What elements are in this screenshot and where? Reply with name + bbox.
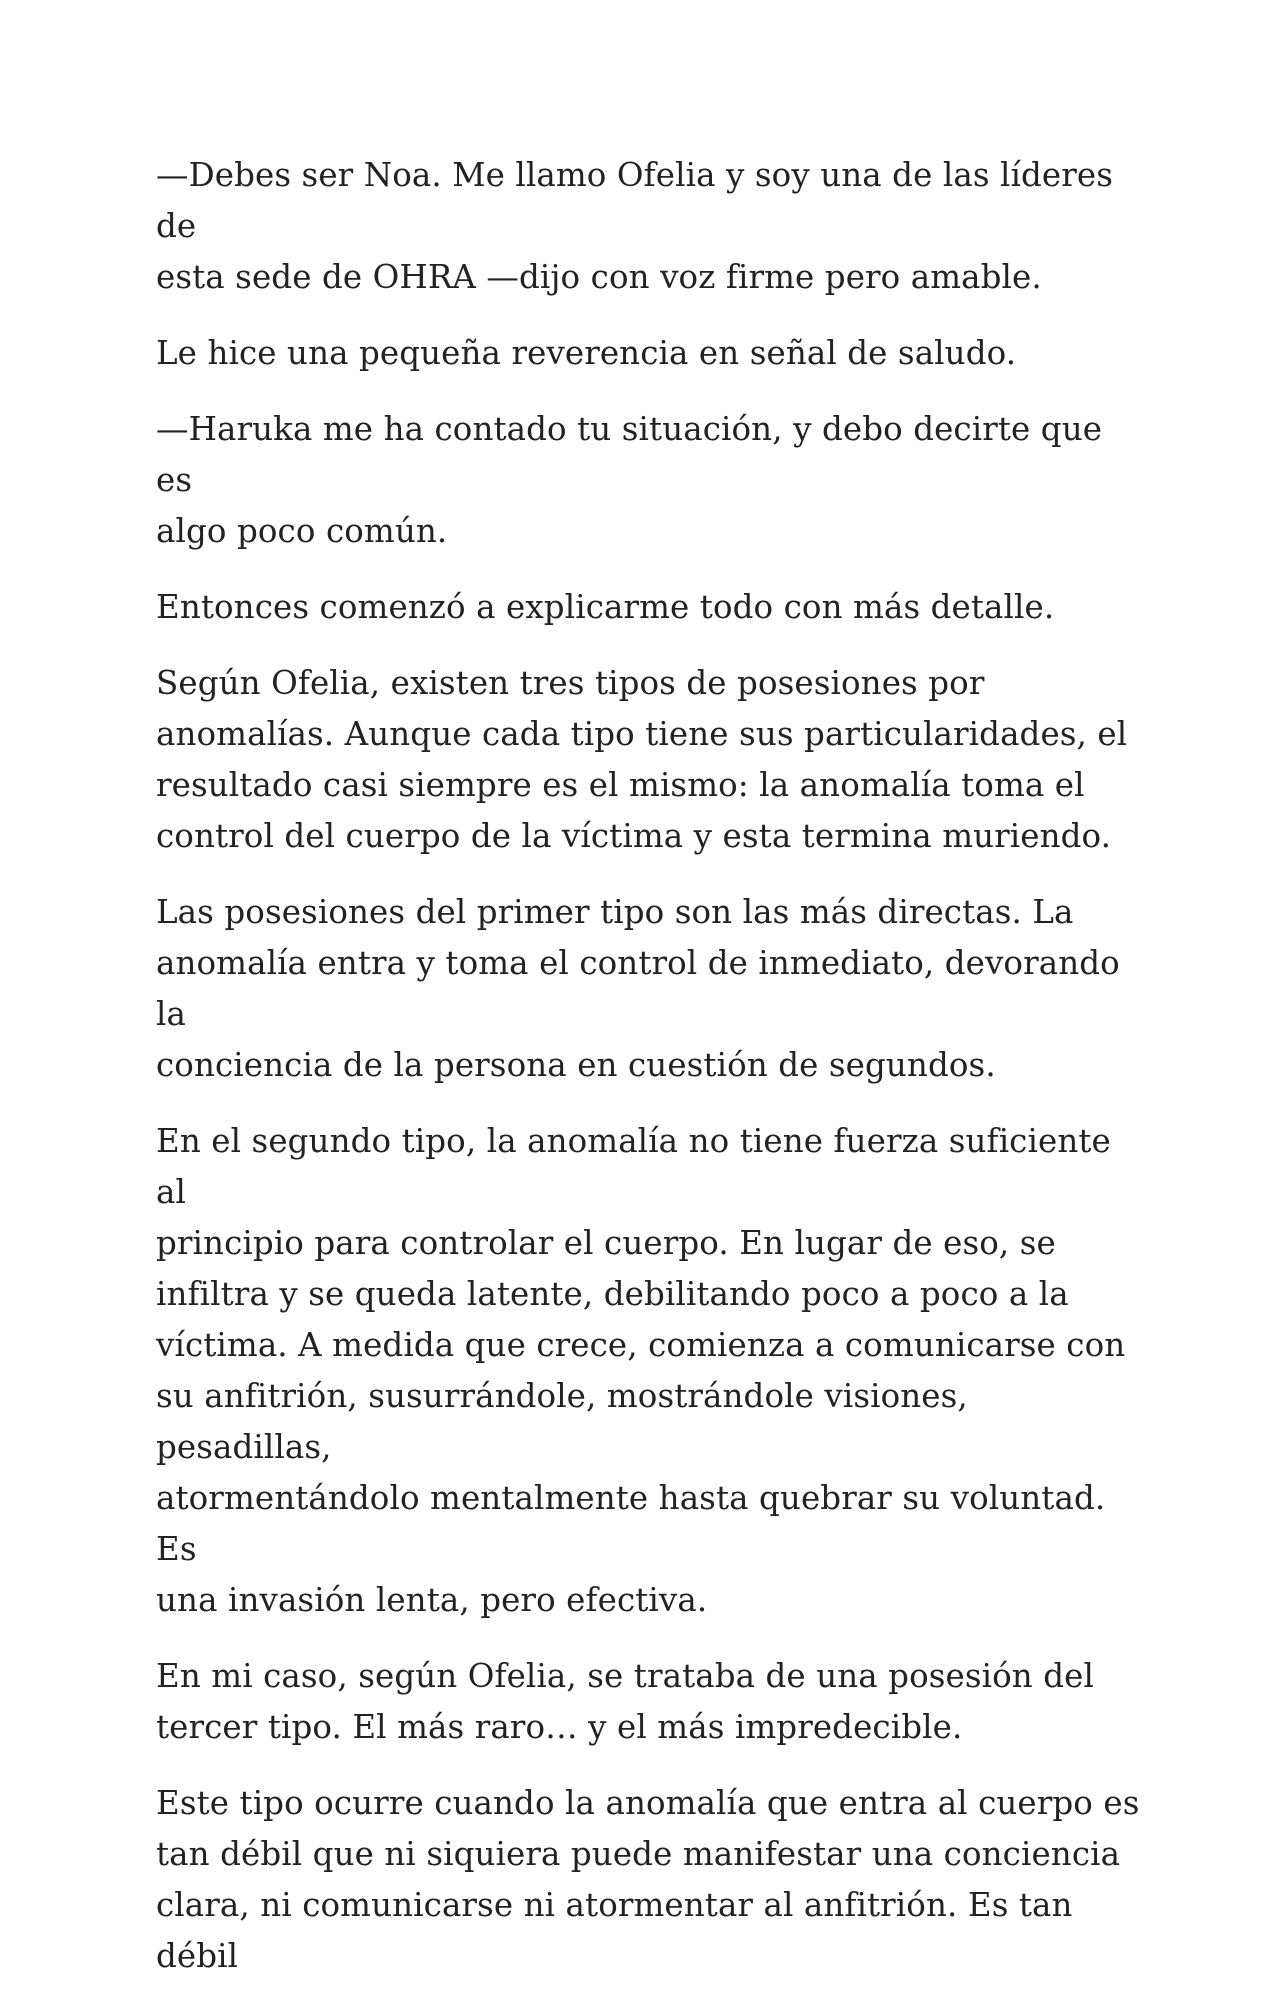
paragraph: Las posesiones del primer tipo son las más directas. La anomalía entra y toma el control de inmediato, devorando la conciencia de la persona en cuestión de segundos. [156,893,1120,1084]
paragraph: Este tipo ocurre cuando la anomalía que entra al cuerpo es tan débil que ni siquiera puede manifestar una conciencia clara, ni comunicarse ni atormentar al anfitrión. Es tan débil [156,1784,1140,1975]
paragraph: En mi caso, según Ofelia, se trataba de una posesión del tercer tipo. El más raro… y el más impredecible. [156,1657,1094,1746]
paragraph: —Debes ser Noa. Me llamo Ofelia y soy una de las líderes de esta sede de OHRA —dijo con voz firme pero amable. [156,156,1114,296]
document-page [156,150,1146,2007]
paragraph: —Haruka me ha contado tu situación, y debo decirte que es algo poco común. [156,410,1103,550]
paragraph: Le hice una pequeña reverencia en señal de saludo. [156,334,1017,372]
paragraph: Según Ofelia, existen tres tipos de posesiones por anomalías. Aunque cada tipo tiene sus particularidades, el resultado casi siempre es el mismo: la anomalía toma el control del cuerpo de la víctima y esta termina muriendo. [156,664,1128,855]
paragraph: Entonces comenzó a explicarme todo con más detalle. [156,588,1055,626]
paragraph: En el segundo tipo, la anomalía no tiene fuerza suficiente al principio para controlar el cuerpo. En lugar de eso, se infiltra y se queda latente, debilitando poco a poco a la víctima. A medida que crece, comienza a comunicarse con su anfitrión, susurrándole, mostrándole visiones, pesadillas, atormentándolo mentalmente hasta quebrar su voluntad. Es una invasión lenta, pero efectiva. [156,1122,1126,1619]
